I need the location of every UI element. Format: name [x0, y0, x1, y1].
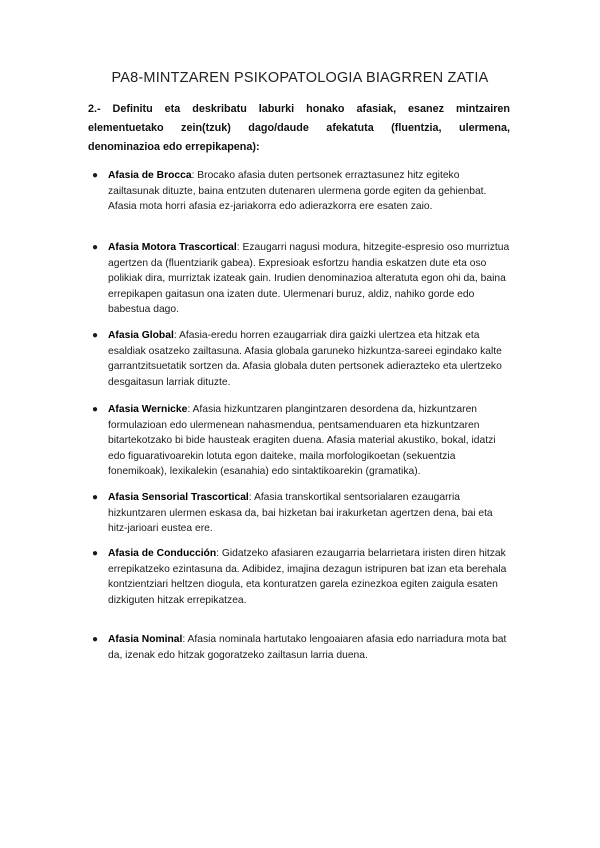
item-term: Afasia de Brocca: [108, 170, 192, 181]
bullet-icon: ●: [92, 404, 99, 415]
item-term: Afasia de Conducción: [108, 548, 217, 559]
item-term: Afasia Sensorial Trascortical: [108, 492, 249, 503]
bullet-icon: ●: [92, 634, 99, 645]
item-description: : Afasia transkortikal sentsorialaren ezaugarria hizkuntzaren ulermen eskasa da, bai hizketan bai irakurketan agertzen dena, bai eta hitz-jarioari eustea ere.: [108, 492, 493, 534]
list-item: [92, 632, 512, 663]
bullet-icon: ●: [92, 242, 99, 253]
document-title: PA8-MINTZAREN PSIKOPATOLOGIA BIAGRREN ZATIA: [111, 70, 489, 86]
list-item: [92, 546, 512, 608]
bullet-icon: ●: [92, 548, 99, 559]
bullet-icon: ●: [92, 492, 99, 503]
item-description: : Gidatzeko afasiaren ezaugarria belarrietara iristen diren hitzak errepikatzeko ezintasuna da. Adibidez, imajina dezagun istripuren bat izan eta berehala kontzientziari heltzen diogula, eta konturatzen garela ezinezkoa egiten zaigula esaten dizkiguten hitzak errepikatzea.: [108, 548, 507, 606]
item-term: Afasia Wernicke: [108, 404, 188, 415]
list-item: [92, 328, 512, 390]
item-term: Afasia Nominal: [108, 634, 183, 645]
item-description: : Ezaugarri nagusi modura, hitzegite-espresio oso murriztua agertzen da (fluentziarik gabea). Expresioak esfortzu handia eskatzen dute eta oso polikiak dira, murriztak izateak gain. Irudien denominazioa alteratuta egon ohi da, baina errepikapen gaitasun ona izaten dute. Ulermenari buruz, aldiz, nahiko gorde edo babestua dago.: [108, 242, 510, 315]
bullet-icon: ●: [92, 330, 99, 341]
item-description: : Brocako afasia duten pertsonek erraztasunez hitz egiteko zailtasunak dituzte, baina entzuten dutenaren ulermena gorde egiten da gehienbat. Afasia mota horri afasia ez-jariakorra edo adierazkorra ere esaten zaio.: [108, 170, 487, 212]
item-term: Afasia Motora Trascortical: [108, 242, 237, 253]
list-item: [92, 402, 512, 480]
bullet-icon: ●: [92, 170, 99, 181]
item-description: : Afasia nominala hartutako lengoaiaren afasia edo narriadura mota bat da, izenak edo hitzak gogoratzeko zailtasun larria duena.: [108, 634, 507, 661]
list-item: [92, 490, 512, 537]
item-description: : Afasia-eredu horren ezaugarriak dira gaizki ulertzea eta hitzak eta esaldiak osatzeko zailtasuna. Afasia globala garuneko hizkuntza-sareei egindako kalte garrantzitsuetatik sortzen da. Afasia globala duten pertsonek adierazteko eta ulertzeko desgaitasun larriak dituzte.: [108, 330, 502, 388]
list-item: [92, 168, 512, 215]
item-description: : Afasia hizkuntzaren plangintzaren desordena da, hizkuntzaren formulazioan edo ulermenean nahasmendua, pentsamenduaren eta hizkuntzaren bitartekotzako bi bide hausteak eragiten duena. Afasia material akustiko, bokal, idatzi edo figuarativoarekin lotuta egon daiteke, maila morfologikoetan (sekuentzia fonemikoak), lexikalekin (esanahia) edo sintaktikoarekin (gramatika).: [108, 404, 496, 477]
question-text: 2.- Definitu eta deskribatu laburki honako afasiak, esanez mintzairen elementuetako zein(tzuk) dago/daude afekatuta (fluentzia, ulermena, denominazioa edo errepikapena):: [88, 103, 510, 153]
list-item: [92, 240, 512, 318]
item-term: Afasia Global: [108, 330, 174, 341]
